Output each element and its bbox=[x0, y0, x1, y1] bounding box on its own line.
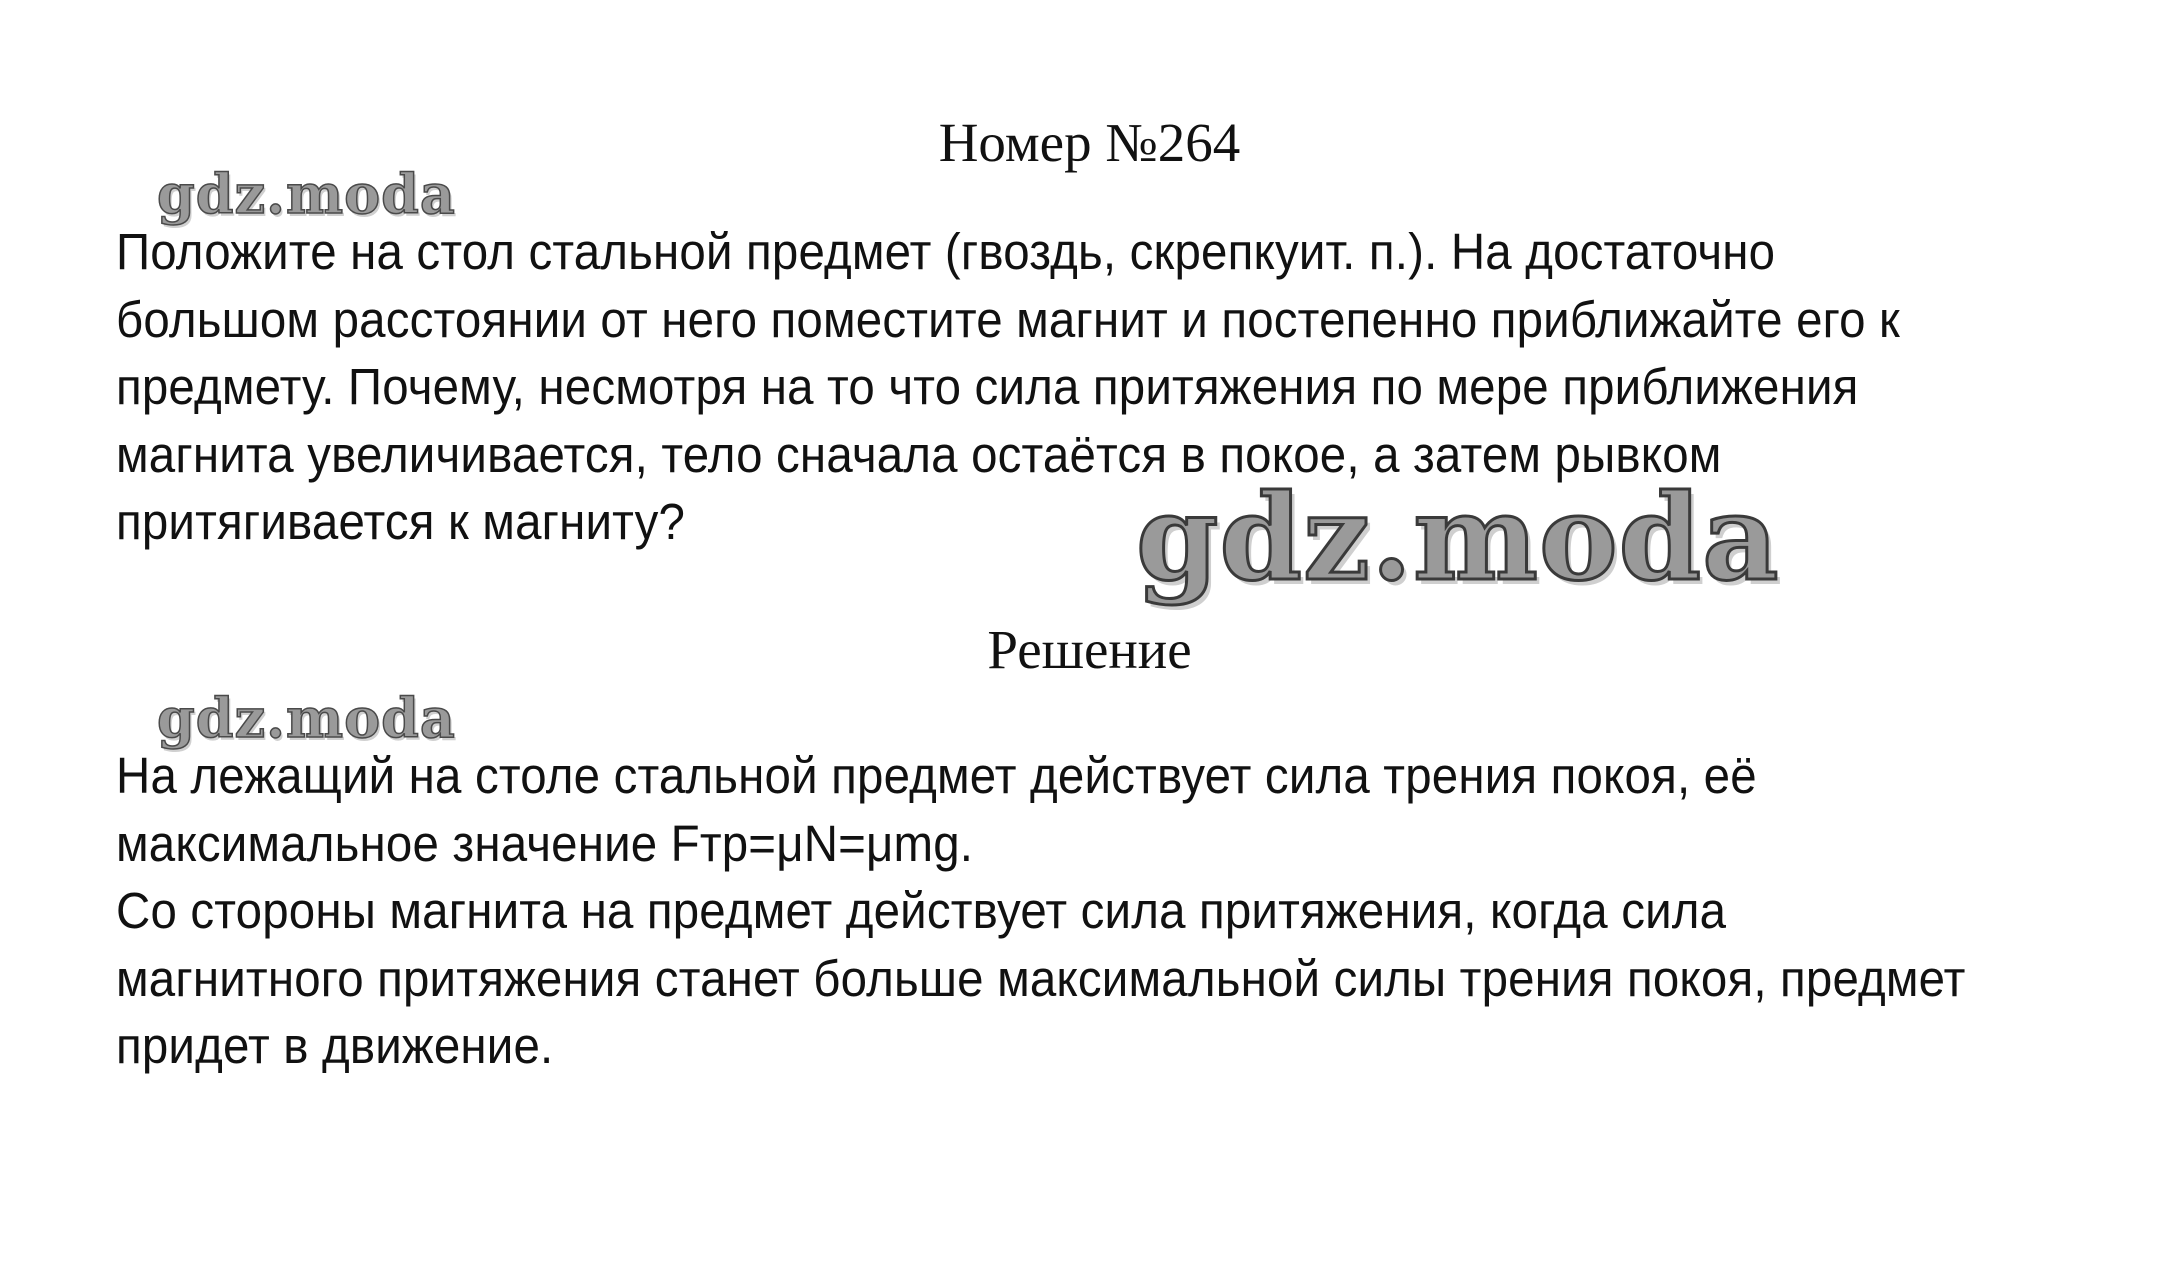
watermark-top-left: gdz.moda bbox=[157, 162, 456, 226]
task-title: Номер №264 bbox=[938, 112, 1241, 173]
task-paragraph: Положите на стол стальной предмет (гвоздь, скрепкуит. п.). На достаточно большом расстоянии от него поместите магнит и постепенно приближайте его к предмету. Почему, несмотря на то что сила притяжения по мере приближения магнита увеличивается, тело сначала остаётся в покое, а затем рывком притягивается к магниту? bbox=[116, 223, 1900, 550]
solution-text bbox=[116, 742, 1967, 1080]
watermark-middle-left: gdz.moda bbox=[157, 686, 456, 750]
solution-paragraph-1: На лежащий на столе стальной предмет действует сила трения покоя, её максимальное значение Fтр=μN=μmg. bbox=[116, 747, 1757, 872]
solution-title: Решение bbox=[987, 619, 1192, 680]
watermark-center: gdz.moda bbox=[1136, 468, 1780, 607]
solution-paragraph-2: Со стороны магнита на предмет действует сила притяжения, когда сила магнитного притяжения станет больше максимальной силы трения покоя, предмет придет в движение. bbox=[116, 882, 1966, 1074]
